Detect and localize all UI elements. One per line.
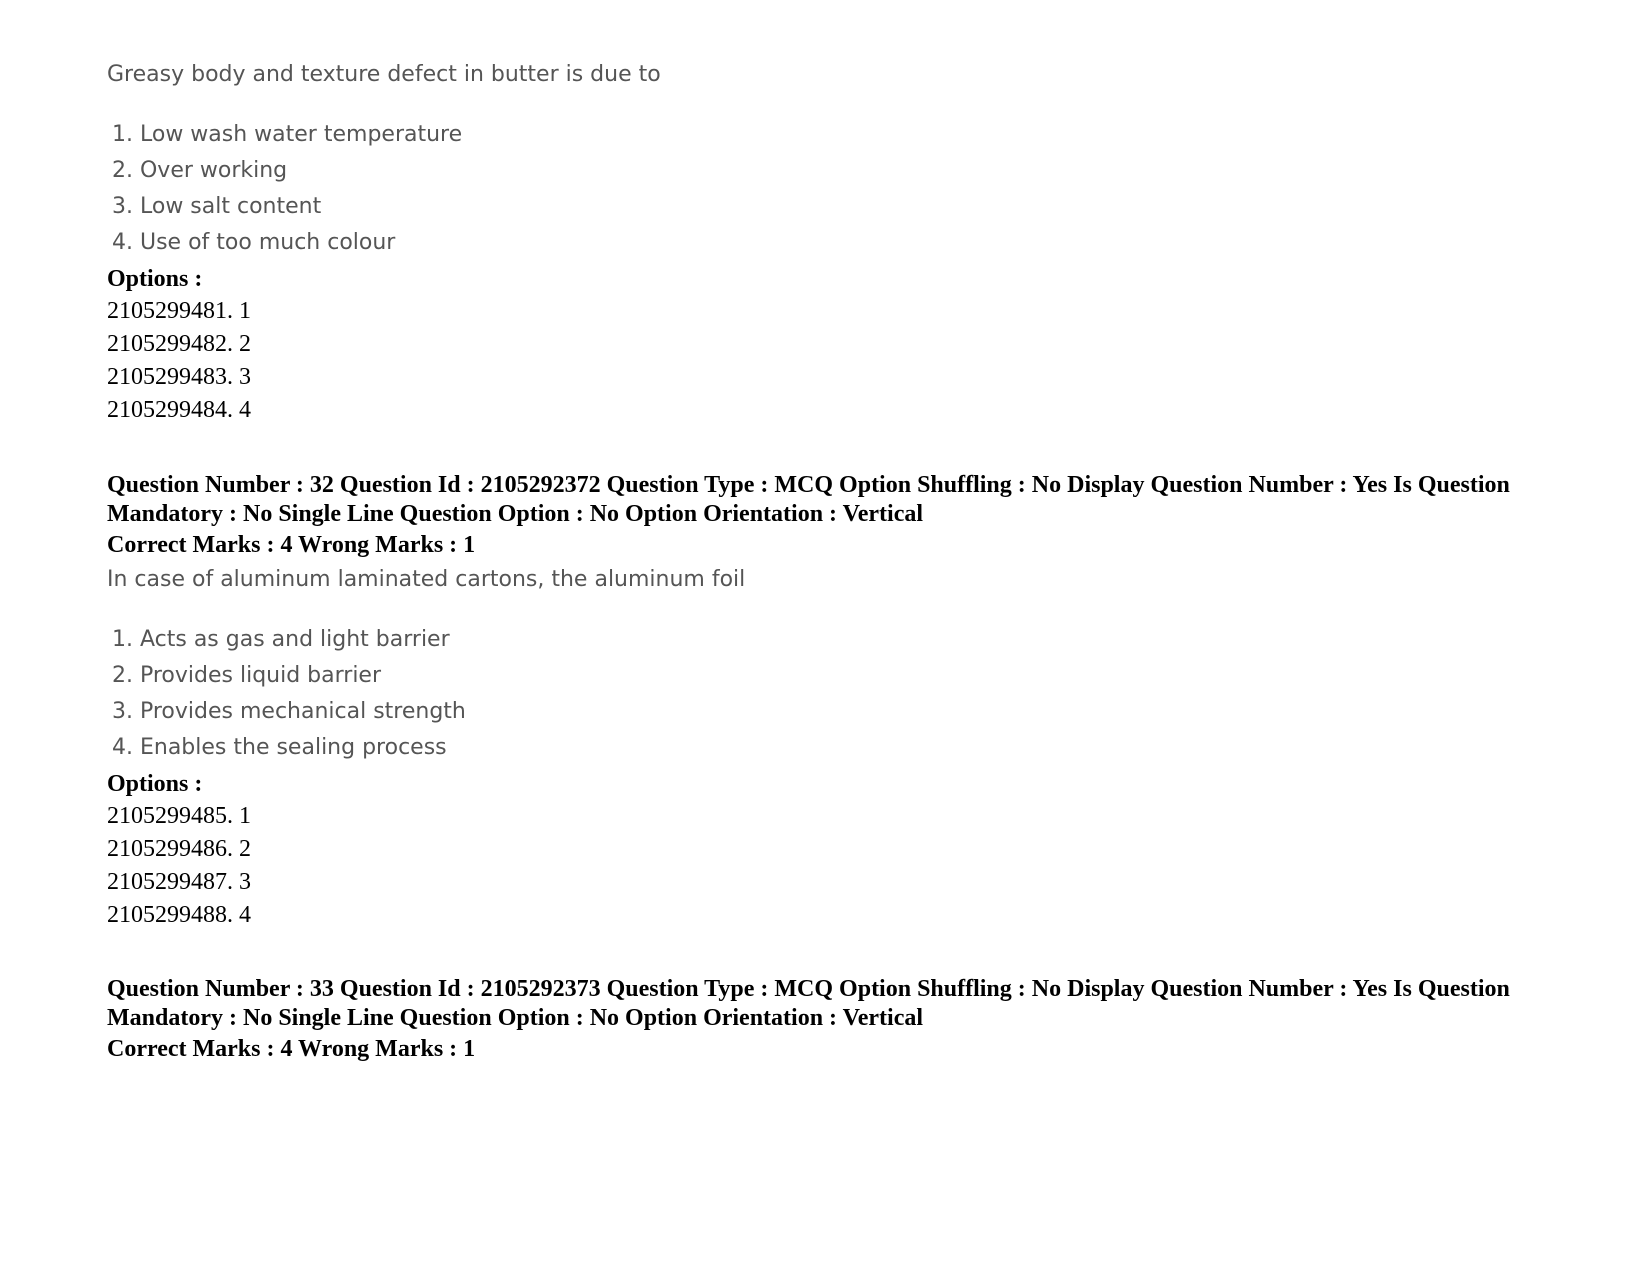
q31-option-2: 2105299482. 2 [107,331,251,357]
q31-statement-4: 4. Use of too much colour [112,230,396,255]
q31-statement-1: 1. Low wash water temperature [112,122,463,147]
q32-statement-1: 1. Acts as gas and light barrier [112,627,450,652]
q32-options-label: Options : [107,771,203,797]
q32-marks: Correct Marks : 4 Wrong Marks : 1 [107,532,476,558]
q31-options-label: Options : [107,266,203,292]
q31-statement-3: 3. Low salt content [112,194,322,219]
q32-meta: Question Number : 32 Question Id : 2105292372 Question Type : MCQ Option Shuffling : No Display Question Number : Yes Is Question Mandatory : No Single Line Question Option : No Option Orientation : Vertical [107,472,1510,527]
q32-statement-2: 2. Provides liquid barrier [112,663,382,688]
q33-marks: Correct Marks : 4 Wrong Marks : 1 [107,1036,476,1062]
q33-meta: Question Number : 33 Question Id : 2105292373 Question Type : MCQ Option Shuffling : No Display Question Number : Yes Is Question Mandatory : No Single Line Question Option : No Option Orientation : Vertical [107,976,1510,1031]
q31-option-3: 2105299483. 3 [107,364,251,390]
q32-statement-3: 3. Provides mechanical strength [112,699,466,724]
q31-statement-2: 2. Over working [112,158,288,183]
q32-option-2: 2105299486. 2 [107,836,251,862]
q32-option-4: 2105299488. 4 [107,902,251,928]
q31-stem: Greasy body and texture defect in butter is due to [107,62,661,87]
q32-stem: In case of aluminum laminated cartons, the aluminum foil [107,567,746,592]
q32-option-1: 2105299485. 1 [107,803,251,829]
q32-option-3: 2105299487. 3 [107,869,251,895]
q31-option-1: 2105299481. 1 [107,298,251,324]
q32-statement-4: 4. Enables the sealing process [112,735,447,760]
q31-option-4: 2105299484. 4 [107,397,251,423]
